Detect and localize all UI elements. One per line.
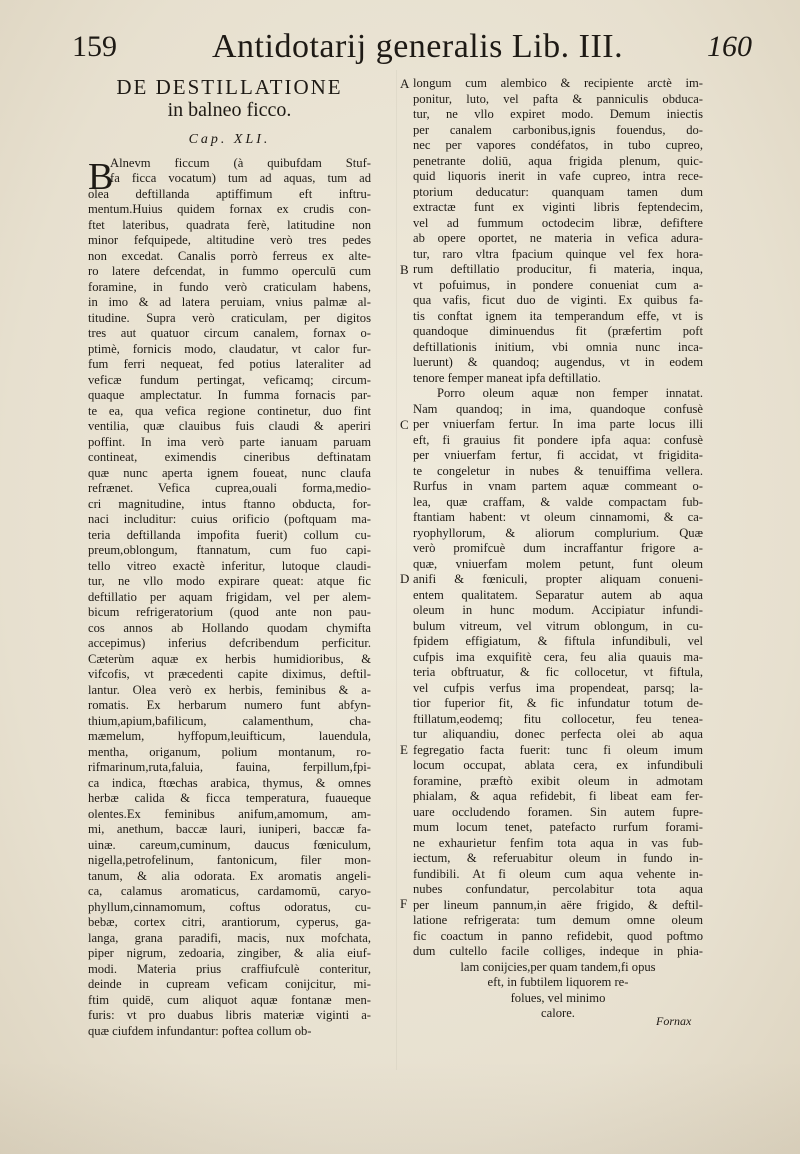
chapter-subtitle: in balneo ficco. — [167, 99, 292, 121]
text-line: bicum refrigeratorium (quod ante non pau- — [88, 605, 371, 619]
text-line: olea deftillanda aptiffimum eft inftru- — [88, 186, 371, 201]
text-line: rum deftillatio producitur, fi materia, inqua, — [413, 262, 703, 276]
text-line: cufpis ima exquifitè cera, feu alia quauis ma- — [413, 649, 703, 664]
text-line: per canalem carbonibus,ignis fouendus, do- — [413, 122, 703, 137]
text-line: uinæ. careum,cuminum, daucus fœniculum, — [88, 837, 371, 852]
text-line: anifi & fœniculi, propter aliquam conueni- — [413, 572, 703, 586]
text-line: bulum vitreum, vel vitrum oblongum, in cu- — [413, 618, 703, 633]
text-line: ptorium deducatur: quanquam tamen dum — [413, 184, 703, 199]
text-line: Nam quandoq; in ima, quandoque confusè — [413, 401, 703, 416]
chapter-number: Cap. XLI. — [188, 132, 271, 147]
left-column-text — [88, 156, 371, 1040]
text-line: nigella,petrofelinum, fantonicum, filer mon- — [88, 853, 371, 867]
text-line: tur, ne vllo expiret modo. Demum iniectis — [413, 107, 703, 121]
text-line: tur aliquandiu, donec perfecta olei ab aqua — [413, 727, 703, 741]
text-line: tis conftat ignem ita temperandum effe, vt is — [413, 308, 703, 323]
text-line: cos annos ab Hollando quodam chymifta — [88, 620, 371, 635]
text-line: quandoque diminuendus fit (præfertim poft — [413, 324, 703, 338]
text-line: fum ferri nequeat, fed potius lateraliter ad — [88, 357, 371, 371]
text-line: vt pofuimus, in pondere conueniat cum a- — [413, 277, 703, 292]
text-line: tanum, & alia odorata. Ex aromatis angeli- — [88, 868, 371, 883]
text-line: tior fuperior fit, & fic infundatur totum de- — [413, 696, 703, 710]
text-line: naci includitur: cuius orificio (poftquam ma- — [88, 512, 371, 526]
text-line: ftillatum,eodemq; fitu collocetur, feu tenea- — [413, 711, 703, 726]
text-line: ftet lateribus, quadrata ferè, latitudine non — [88, 217, 371, 232]
text-line: tres aut quatuor circum canalem, fornax o- — [88, 326, 371, 340]
margin-letter-f: F — [400, 896, 408, 911]
text-line: non excedat. Canalis porrò ferreus ex alte- — [88, 248, 371, 263]
text-line: verò promifcuè dum incraffantur frigore a- — [413, 541, 703, 555]
page-number-left: 159 — [72, 30, 117, 63]
text-line: fundibili. At fi oleum cum aqua vehente in- — [413, 866, 703, 881]
text-line: olentes.Ex feminibus anifum,amomum, am- — [88, 806, 371, 821]
text-line: fa ficca vocatum) tum ad aquas, tum ad — [110, 171, 371, 185]
text-line: thium,apium,bafilicum, calamenthum, cha- — [88, 713, 371, 728]
text-line: nubes confundatur, percolabitur tota aqua — [413, 882, 703, 896]
margin-letter-e: E — [400, 742, 408, 757]
text-line: accepimus) inferius defcribendum perficitur. — [88, 636, 371, 650]
text-line: ab opere oportet, ne materia in vefica adura- — [413, 231, 703, 245]
text-line: oleum in hunc modum. Accipiatur infundi- — [413, 603, 703, 617]
text-line: bebæ, cortex citri, arantiorum, cyperus, ga- — [88, 915, 371, 929]
running-title: Antidotarij generalis Lib. III. — [212, 28, 624, 65]
text-line: fpidem effigiatum, & fiftula infundibuli, vel — [413, 634, 703, 648]
text-line: ventilia, quæ clauibus fuis claudi & aperiri — [88, 419, 371, 433]
text-line: teria deftillanda impofita fuerit) collum cu- — [88, 527, 371, 542]
text-line: refrænet. Vefica cuprea,ouali forma,medio- — [88, 481, 371, 495]
text-line: Cæterùm aquæ ex herbis humidioribus, & — [88, 651, 371, 666]
text-line: foramine, præftò exibit oleum in admotam — [413, 773, 703, 788]
text-line: cri magnitudine, intus ftanno obducta, for- — [88, 496, 371, 511]
text-line: ca indica, ftœchas arabica, thymus, & omnes — [88, 775, 371, 790]
text-line: mentha, origanum, polium montanum, ro- — [88, 744, 371, 759]
text-line: contineat, eximendis cineribus deftinatam — [88, 450, 371, 464]
text-line: rifmarinum,ruta,faluia, fauina, ferpillum,fpi- — [88, 760, 371, 774]
text-line: ptimè, fornicis modo, claudatur, vt calor fur- — [88, 341, 371, 356]
text-line: nec per vapores condéfatos, in tubo cupreo, — [413, 138, 703, 152]
text-line: ca, calamus aromaticus, cardamomū, caryo- — [88, 884, 371, 898]
text-line: dum cultello facile colliges, indeque in phia- — [413, 944, 703, 958]
text-line: vifcofis, vt præcedenti capite diximus, deftil- — [88, 667, 371, 681]
text-line: romatis. Ex herbarum numero funt abfyn- — [88, 698, 371, 712]
text-line: lam conijcies,per quam tandem,fi opus — [460, 959, 656, 974]
text-line: eft, in fubtilem liquorem re- — [487, 975, 629, 989]
running-header — [72, 28, 772, 72]
text-line: fegregatio facta fuerit: tunc fi oleum imum — [413, 742, 703, 757]
text-line: mæmelum, hyffopum,leuifticum, lauendula, — [88, 729, 371, 743]
text-line: foramine, in fundo verò craticulam habens, — [88, 279, 371, 294]
text-line: entem qualitatem. Separatur autem ab aqua — [413, 587, 703, 602]
drop-capital: B — [88, 156, 114, 198]
text-line: qua vafis, ficut duo de viginti. Ex quibus fa- — [413, 293, 703, 307]
text-line: ftantiam habent: vt oleum cinnamomi, & ca- — [413, 510, 703, 524]
text-line: minor fefquipede, altitudine verò tres pedes — [88, 233, 371, 247]
chapter-title: DE DESTILLATIONE — [116, 75, 343, 99]
text-line: ftim quidē, cum aliquot aquæ fontanæ men- — [88, 992, 371, 1007]
text-line: Rurfus in vnam partem aquæ commeant o- — [413, 479, 703, 493]
text-line: per vniuerfam fertur. In ima parte locus illi — [413, 417, 703, 431]
text-line: Porro oleum aquæ non femper innatat. — [437, 386, 703, 400]
text-line: phialam, & aqua refidebit, fi libeat eam fer- — [413, 789, 703, 803]
text-line: poffint. In ima verò parte ianuam paruam — [88, 434, 371, 449]
text-line: tenore femper maneat ipfa deftillatio. — [413, 370, 601, 385]
page-shading — [0, 1060, 800, 1154]
text-line: titudine. Supra verò craticulam, per digitos — [88, 310, 371, 325]
text-line: piper nigrum, zedoaria, zingiber, & alia eiuf- — [88, 946, 371, 960]
margin-letter-a: A — [400, 76, 410, 91]
text-line: langa, grana paradifi, macis, nux mofchata, — [88, 930, 371, 945]
left-column — [88, 76, 371, 1039]
text-line: deinde in cupream veficam conijcitur, mi- — [88, 977, 371, 991]
text-line: folues, vel minimo — [510, 990, 606, 1005]
text-line: eft, fi grauius fit pondere ipfa aqua: confusè — [413, 432, 703, 447]
text-line: latione refrigerata: tum demum omne oleum — [413, 913, 703, 927]
text-line: mi, anethum, baccæ lauri, iuniperi, baccæ fa- — [88, 822, 371, 836]
column-gutter — [396, 70, 397, 1070]
text-line: per vniuerfam fertur, fi accidat, vt frigidita- — [413, 448, 703, 462]
text-line: quaque amplectatur. In fumma fornacis par- — [88, 388, 371, 402]
text-line: tur, raro vltra fpacium quinque vel fex hora- — [413, 246, 703, 261]
text-line: tur, ne vllo modo expirare queat: atque fic — [88, 574, 371, 588]
text-line: quæ, vniuerfam molem petunt, funt oleum — [413, 556, 703, 571]
text-line: mum locum tenet, patefacto rurfum forami- — [413, 820, 703, 834]
right-column-text — [413, 76, 703, 1022]
text-line: deftillatio per aquam frigidam, vel per alem- — [88, 589, 371, 604]
text-line: iectum, & referuabitur oleum in fundo in- — [413, 851, 703, 865]
text-line: quid liquoris inerit in vafe cupreo, intra rece- — [413, 169, 703, 183]
text-line: modi. Materia prius craffiufculè conteritur, — [88, 961, 371, 976]
text-line: vel cufpis verfus ima propendeat, parsq; la- — [413, 680, 703, 695]
text-line: herbæ calida & ficca temperatura, fuaueque — [88, 791, 371, 805]
text-line: ryophyllorum, & aliorum complurium. Quæ — [413, 525, 703, 540]
text-line: furis: vt pro duabus libris materiæ viginti a- — [88, 1008, 371, 1022]
text-line: locum occupat, ablata cera, ex infundibuli — [413, 758, 703, 772]
text-line: mentum.Huius quidem fornax ex crudis con- — [88, 202, 371, 216]
text-line: preum,oblongum, ftannatum, cum fuo capi- — [88, 543, 371, 557]
text-line: quæ ciufdem infundantur: poftea collum ob- — [88, 1023, 312, 1038]
text-line: ne exhaurietur fenfim tota aqua in vas fub- — [413, 835, 703, 850]
text-line: ponitur, luto, vel pafta & panniculis obduca- — [413, 91, 703, 106]
text-line: vel ad fummum octodecim libræ, defiftere — [413, 215, 703, 230]
text-line: deftillationis initium, vbi omnia nunc inca- — [413, 339, 703, 354]
text-line: Alnevm ficcum (à quibufdam Stuf- — [110, 155, 371, 170]
text-line: fic coactum in panno refidebit, quod poftmo — [413, 928, 703, 943]
text-line: calore. — [541, 1006, 575, 1020]
text-line: veficæ fundum pertingat, veficamq; circum- — [88, 372, 371, 387]
text-line: in imo & ad latera peruiam, vnius palmæ al- — [88, 295, 371, 309]
right-column — [413, 76, 703, 1022]
text-line: luerunt) & quandoq; augendus, vt in eodem — [413, 355, 703, 369]
text-line: lea, quæ craffam, & valde compactam fub- — [413, 494, 703, 509]
text-line: tello vitreo exactè inferitur, lutoque claudi- — [88, 558, 371, 573]
margin-letter-b: B — [400, 262, 409, 277]
margin-letter-d: D — [400, 571, 410, 586]
text-line: per lineum pannum,in aëre frigido, & deftil- — [413, 897, 703, 912]
margin-letter-c: C — [400, 417, 409, 432]
text-line: ro latere defcendat, in fummo operculū cum — [88, 264, 371, 278]
text-line: lantur. Olea verò ex herbis, feminibus & a- — [88, 682, 371, 697]
text-line: extractæ funt ex viginti libris feptendecim, — [413, 200, 703, 214]
text-line: phyllum,cinnamomum, coftus odoratus, cu- — [88, 899, 371, 914]
text-line: penetrante doliū, aqua frigida plenum, quic- — [413, 153, 703, 168]
text-line: uare occludendo foramen. Sin autem fupre- — [413, 804, 703, 819]
catchword: Fornax — [656, 1014, 692, 1028]
text-line: te ea, qua vefica regione continetur, duo fint — [88, 403, 371, 418]
text-line: longum cum alembico & recipiente arctè im- — [413, 76, 703, 90]
text-line: teria obftruatur, & fic collocetur, vt fiftula, — [413, 665, 703, 679]
page-number-right: 160 — [707, 30, 752, 63]
text-line: te congeletur in nubes & tenuiffima vellera. — [413, 463, 703, 478]
text-line: quæ nunc aperta ignem foueat, nunc claufa — [88, 465, 371, 480]
